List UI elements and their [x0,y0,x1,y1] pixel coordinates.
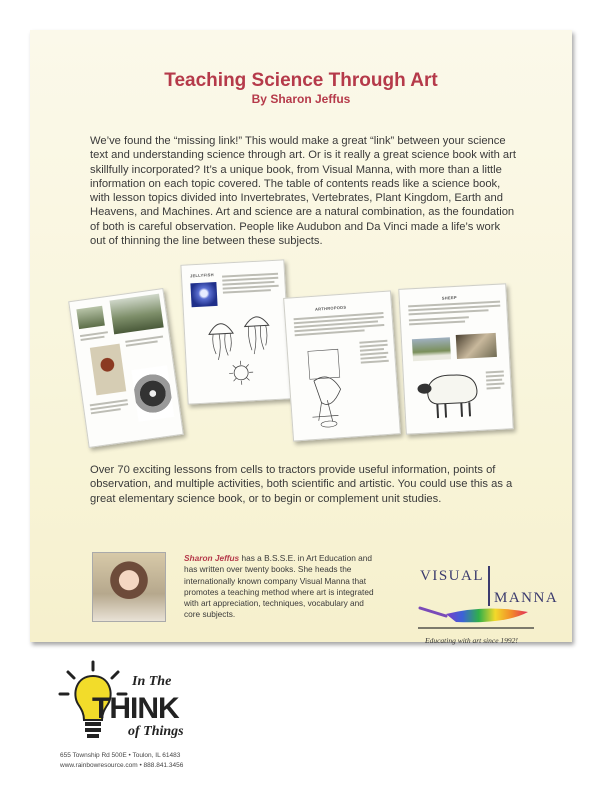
jellyfish-photo [190,282,217,307]
logo-word-visual: VISUAL [420,568,484,584]
visual-manna-logo [416,568,559,638]
paintbrush-icon [416,604,536,630]
sample-page-heading: ARTHROPODS [314,304,347,312]
logo-divider [488,566,490,606]
sample-page-arthropods [283,290,401,441]
logo-word-manna: MANNA [494,590,559,606]
product-card [30,30,572,645]
page-title: Teaching Science Through Art [164,70,438,91]
author-bio [184,553,374,621]
sample-page-jellyfish [180,259,291,404]
logo-text-in-the: In The [132,674,172,689]
insect-drawing [297,338,363,432]
sample-page-birds [68,288,184,448]
logo-text-think: THINK [92,692,179,725]
store-address: 655 Township Rd 500E • Toulon, IL 61483 [60,752,181,759]
store-web-phone: www.rainbowresource.com • 888.841.3456 [60,762,184,769]
visual-manna-tagline: Educating with art since 1992! [425,636,518,645]
landscape-image [76,306,105,329]
jellyfish-drawing [198,307,282,391]
in-the-think-of-things-logo [58,660,198,750]
sample-page-heading: JELLYFISH [189,272,215,279]
author-photo [92,552,166,622]
river-painting-image [109,294,163,335]
author-name: Sharon Jeffus [184,553,240,563]
author-bio-text: has a B.S.S.E. in Art Education and has written over twenty books. She heads the internationally known company Visual Manna that promotes a teaching method where art is integrated with art appreciation, techniques, vocabulary and core subjects. [184,553,374,620]
bird-painting-image [90,344,126,396]
sheep-photo-1 [412,337,451,361]
description-paragraph-2: Over 70 exciting lessons from cells to tractors provide useful information, points of observation, and multiple activities, both scientific and artistic. You could use this as a great elementary science book, or to begin or complement unit studies. [90,464,513,505]
logo-text-of-things: of Things [128,724,184,739]
sheep-photo-2 [456,333,497,359]
sample-page-sheep [398,283,513,434]
description-paragraph-1: We’ve found the “missing link!” This would make a great “link” between your science text and understanding science through art. Or is it really a great science book with art skillfully incorporated? It’s a unique book, from Visual Manna, with more than a little information on each topic covered. The table of contents reads like a science book, with lesson topics divided into Invertebrates, Vertebrates, Plant Kingdom, Earth and Heavens, and Machines. Art and science are a natural combination, as the foundation of both is careful observation. People like Audubon and Da Vinci made a life’s work out of thinning the line between these subjects. [90,135,516,248]
author-byline: By Sharon Jeffus [251,92,351,106]
sample-page-heading: SHEEP [441,294,457,301]
sheep-drawing [413,366,486,426]
leaf-drawing-image [131,365,174,422]
